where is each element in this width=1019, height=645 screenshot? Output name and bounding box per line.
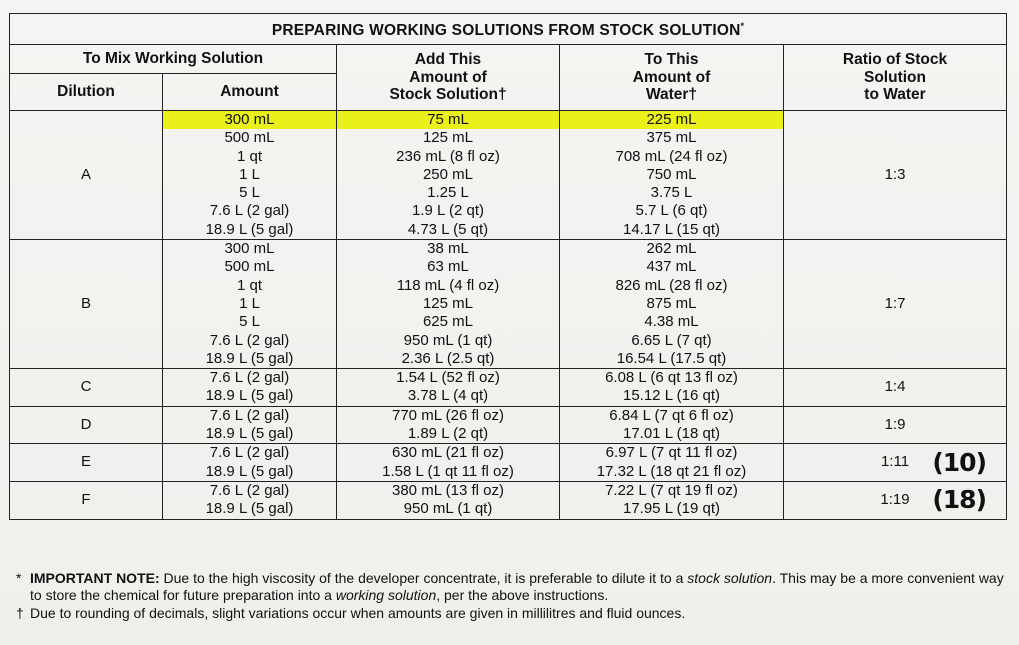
amounts-cell xyxy=(163,369,337,407)
table-title-text: PREPARING WORKING SOLUTIONS FROM STOCK SOLUTION xyxy=(271,22,741,40)
dilution-table xyxy=(9,13,1007,520)
stock-cell xyxy=(337,240,560,369)
stock-value: 250 mL xyxy=(422,165,474,183)
stock-value: 380 mL (13 fl oz) xyxy=(392,481,504,499)
amounts-value: 300 mL xyxy=(224,240,275,258)
water-value: 15.12 L (16 qt) xyxy=(622,387,720,405)
water-cell xyxy=(560,369,784,407)
dilution-cell: B xyxy=(10,240,163,369)
stock-value: 1.25 L xyxy=(427,184,469,202)
water-cell xyxy=(560,111,784,240)
header-dilution: Dilution xyxy=(10,74,163,111)
water-value: 6.08 L (6 qt 13 fl oz) xyxy=(605,369,738,387)
stock-cell xyxy=(337,481,560,519)
table-title xyxy=(10,14,1007,45)
header-water-line2: Amount of xyxy=(632,68,711,86)
stock-value: 770 mL (26 fl oz) xyxy=(392,406,504,424)
table-row xyxy=(10,240,1007,369)
rounding-note-text: Due to rounding of decimals, slight variations occur when amounts are given in millilitres and fluid ounces. xyxy=(30,605,686,621)
header-add-stock-line3: Stock Solution† xyxy=(389,86,507,104)
table-row xyxy=(10,406,1007,444)
water-value: 3.75 L xyxy=(650,184,693,202)
stock-cell xyxy=(337,444,560,482)
ratio-cell xyxy=(784,481,1007,519)
amounts-value: 7.6 L (2 gal) xyxy=(209,202,290,220)
ratio-cell xyxy=(784,111,1007,240)
stock-cell xyxy=(337,369,560,407)
stock-value: 950 mL (1 qt) xyxy=(403,500,493,518)
important-note-mark: * xyxy=(16,570,22,586)
amounts-value: 1 L xyxy=(239,165,260,183)
table-row xyxy=(10,369,1007,407)
water-value: 875 mL xyxy=(646,294,697,312)
water-value: 17.95 L (19 qt) xyxy=(622,500,720,518)
water-value: 6.97 L (7 qt 11 fl oz) xyxy=(605,444,738,462)
dilution-cell: F xyxy=(10,481,163,519)
water-value: 17.01 L (18 qt) xyxy=(622,425,720,443)
amounts-value: 5 L xyxy=(239,313,260,331)
dilution-cell: D xyxy=(10,406,163,444)
header-add-stock-line2: Amount of xyxy=(409,68,487,86)
title-footnote-mark: * xyxy=(740,21,745,32)
amounts-value: 7.6 L (2 gal) xyxy=(209,331,290,349)
rounding-note-mark: † xyxy=(16,605,24,621)
amounts-value: 18.9 L (5 gal) xyxy=(205,425,294,443)
stock-value: 75 mL xyxy=(336,111,560,129)
amounts-value: 1 qt xyxy=(236,147,263,165)
dilution-cell: E xyxy=(10,444,163,482)
stock-value: 4.73 L (5 qt) xyxy=(407,220,489,238)
stock-value: 118 mL (4 fl oz) xyxy=(396,276,500,294)
dilution-cell: C xyxy=(10,369,163,407)
water-value: 225 mL xyxy=(559,111,784,129)
ratio-cell xyxy=(784,406,1007,444)
important-note xyxy=(16,570,1006,603)
amounts-value: 1 qt xyxy=(236,276,263,294)
ratio-value: 1:4 xyxy=(884,378,906,396)
header-water-line3: Water† xyxy=(645,86,698,104)
ratio-value: 1:19 xyxy=(880,491,910,509)
important-note-em-b: working solution xyxy=(335,586,437,603)
amounts-value: 18.9 L (5 gal) xyxy=(205,500,294,518)
water-cell xyxy=(560,481,784,519)
table-body xyxy=(10,111,1007,520)
water-value: 375 mL xyxy=(646,129,697,147)
water-value: 708 mL (24 fl oz) xyxy=(615,147,728,165)
stock-value: 1.89 L (2 qt) xyxy=(407,425,489,443)
rounding-note xyxy=(16,605,1006,622)
table-row xyxy=(10,111,1007,240)
ratio-value: 1:11 xyxy=(880,453,910,471)
stock-value: 625 mL xyxy=(422,313,474,331)
water-value: 826 mL (28 fl oz) xyxy=(615,276,728,294)
handwritten-annotation: (18) xyxy=(932,485,987,515)
amounts-value: 7.6 L (2 gal) xyxy=(209,406,290,424)
amounts-value: 5 L xyxy=(239,184,260,202)
important-note-part-a: Due to the high viscosity of the developer concentrate, it is preferable to dilute it to a xyxy=(159,570,688,586)
ratio-value: 1:7 xyxy=(884,294,906,312)
stock-value: 2.36 L (2.5 qt) xyxy=(401,349,495,367)
amounts-value: 7.6 L (2 gal) xyxy=(209,444,290,462)
amounts-cell xyxy=(163,444,337,482)
water-value: 14.17 L (15 qt) xyxy=(622,220,720,238)
header-ratio-line1: Ratio of Stock xyxy=(842,51,948,69)
header-add-stock xyxy=(337,45,560,111)
water-value: 6.65 L (7 qt) xyxy=(631,331,712,349)
water-value: 6.84 L (7 qt 6 fl oz) xyxy=(609,406,734,424)
stock-value: 3.78 L (4 qt) xyxy=(407,387,489,405)
stock-value: 125 mL xyxy=(422,129,474,147)
stock-cell xyxy=(337,111,560,240)
header-water-line1: To This xyxy=(644,51,699,69)
amounts-value: 7.6 L (2 gal) xyxy=(209,369,290,387)
dilution-cell: A xyxy=(10,111,163,240)
amounts-value: 18.9 L (5 gal) xyxy=(205,462,294,480)
water-value: 750 mL xyxy=(646,165,697,183)
stock-value: 125 mL xyxy=(422,294,474,312)
stock-value: 1.9 L (2 qt) xyxy=(412,202,484,220)
amounts-value: 300 mL xyxy=(162,111,337,129)
ratio-value: 1:3 xyxy=(884,165,906,183)
amounts-value: 500 mL xyxy=(224,258,275,276)
water-cell xyxy=(560,240,784,369)
header-amount: Amount xyxy=(163,74,337,111)
amounts-value: 7.6 L (2 gal) xyxy=(209,481,290,499)
header-add-stock-line1: Add This xyxy=(414,51,482,69)
stock-value: 950 mL (1 qt) xyxy=(403,331,493,349)
water-value: 262 mL xyxy=(646,240,697,258)
footnotes xyxy=(16,570,1006,622)
amounts-cell xyxy=(163,240,337,369)
ratio-cell xyxy=(784,444,1007,482)
stock-value: 63 mL xyxy=(427,258,469,276)
header-ratio xyxy=(784,45,1007,111)
water-value: 437 mL xyxy=(646,258,697,276)
stock-value: 236 mL (8 fl oz) xyxy=(396,147,500,165)
stock-cell xyxy=(337,406,560,444)
handwritten-annotation: (10) xyxy=(932,447,987,477)
header-ratio-line3: to Water xyxy=(864,86,926,104)
stock-value: 1.54 L (52 fl oz) xyxy=(396,369,500,387)
header-ratio-line2: Solution xyxy=(864,68,926,86)
header-to-mix: To Mix Working Solution xyxy=(10,45,337,74)
amounts-cell xyxy=(163,406,337,444)
amounts-value: 1 L xyxy=(239,294,260,312)
stock-value: 38 mL xyxy=(427,240,469,258)
amounts-value: 18.9 L (5 gal) xyxy=(205,220,294,238)
amounts-value: 18.9 L (5 gal) xyxy=(205,349,294,367)
ratio-cell xyxy=(784,240,1007,369)
ratio-value: 1:9 xyxy=(884,415,906,433)
water-value: 17.32 L (18 qt 21 fl oz) xyxy=(596,462,747,480)
water-value: 4.38 mL xyxy=(644,313,699,331)
table-row xyxy=(10,444,1007,482)
water-value: 7.22 L (7 qt 19 fl oz) xyxy=(605,481,738,499)
water-value: 5.7 L (6 qt) xyxy=(635,202,708,220)
water-cell xyxy=(560,444,784,482)
table-row xyxy=(10,481,1007,519)
important-note-part-c: , per the above instructions. xyxy=(436,586,609,603)
amounts-value: 18.9 L (5 gal) xyxy=(205,387,294,405)
stock-value: 1.58 L (1 qt 11 fl oz) xyxy=(382,462,514,480)
amounts-value: 500 mL xyxy=(224,129,275,147)
water-cell xyxy=(560,406,784,444)
ratio-cell xyxy=(784,369,1007,407)
amounts-cell xyxy=(163,111,337,240)
important-note-em-a: stock solution xyxy=(687,570,773,586)
stock-value: 630 mL (21 fl oz) xyxy=(392,444,504,462)
important-note-text xyxy=(30,570,1006,603)
important-note-part-b: . This may be a more convenient way to store the chemical for future preparation into a xyxy=(30,570,1004,603)
amounts-cell xyxy=(163,481,337,519)
important-note-label: IMPORTANT NOTE: xyxy=(30,570,160,586)
water-value: 16.54 L (17.5 qt) xyxy=(616,349,727,367)
header-water xyxy=(560,45,784,111)
